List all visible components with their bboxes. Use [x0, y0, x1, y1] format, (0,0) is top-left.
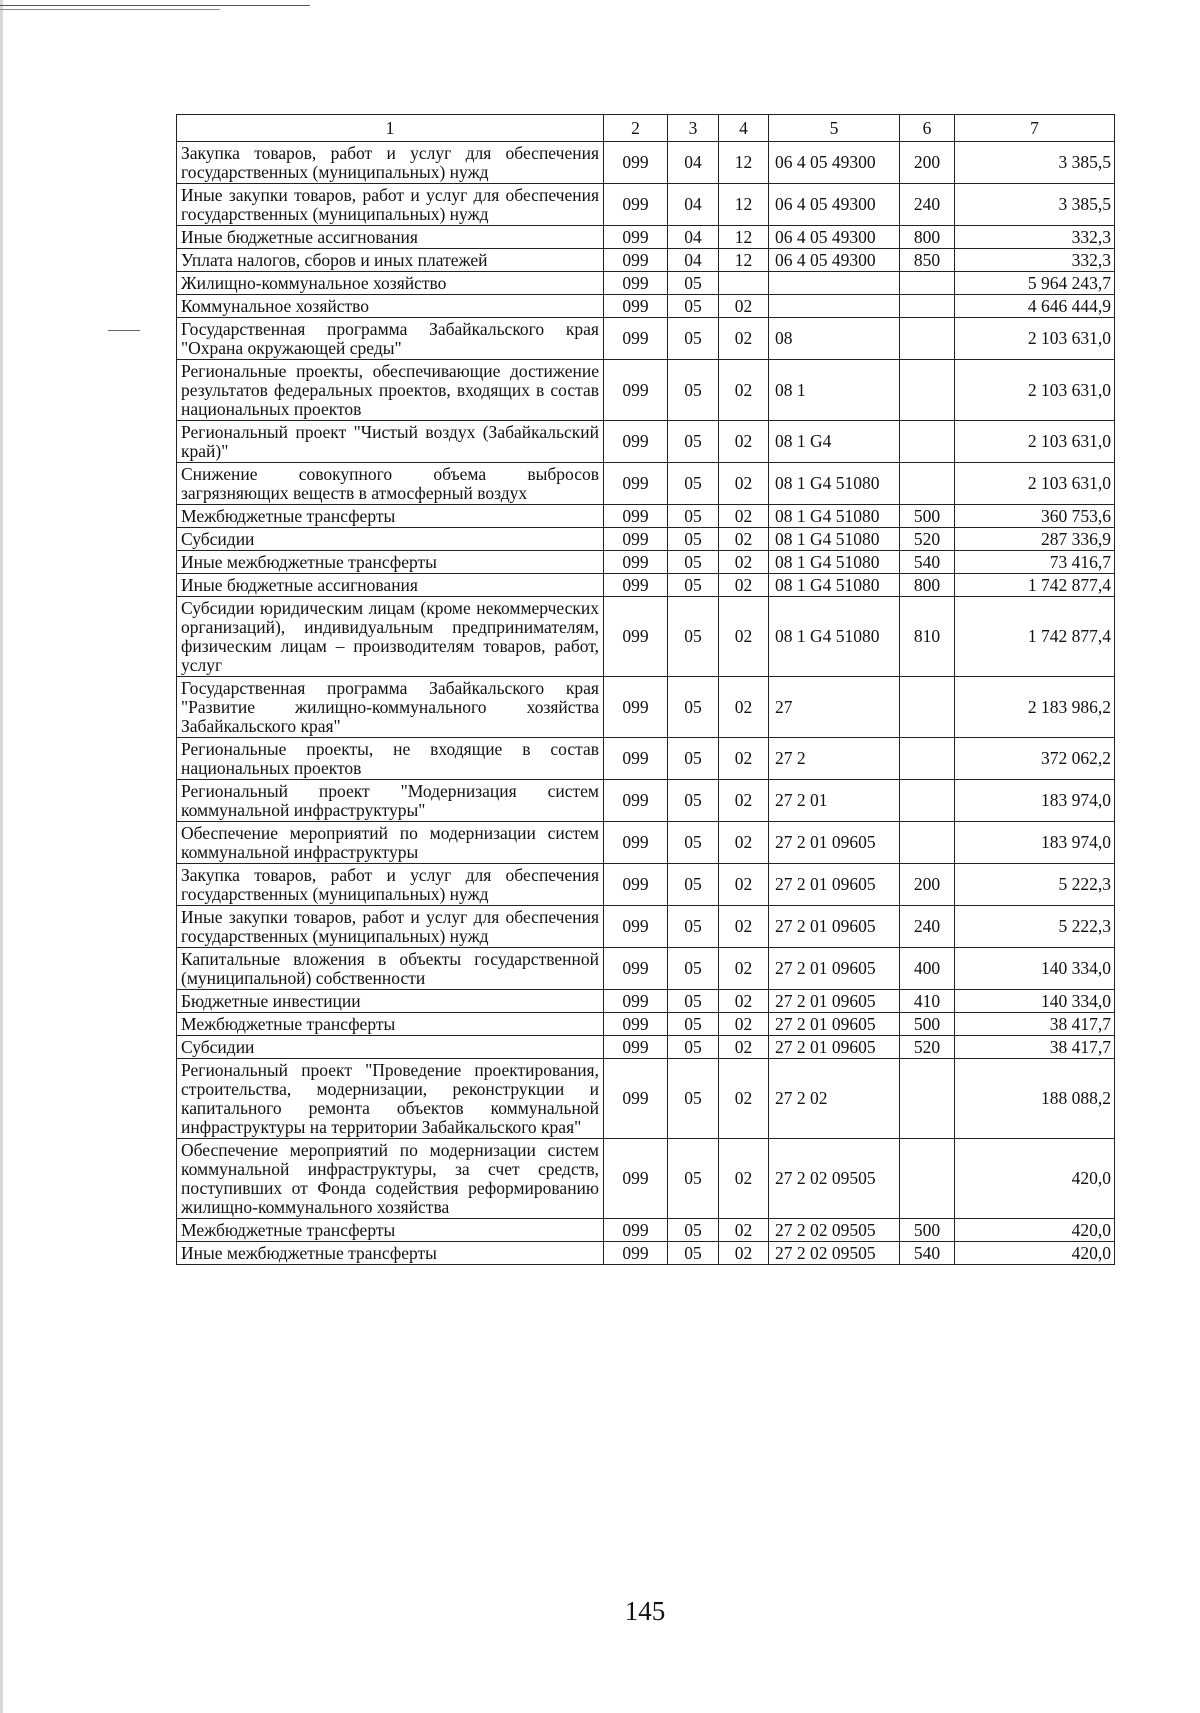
- target-article-cell: 08 1 G4 51080: [769, 463, 900, 505]
- subsection-cell: 02: [719, 463, 769, 505]
- row-name-cell: Субсидии: [177, 1036, 604, 1059]
- expense-type-cell: 810: [900, 597, 955, 677]
- subsection-cell: 02: [719, 822, 769, 864]
- table-row: [177, 1059, 1115, 1139]
- table-row: [177, 906, 1115, 948]
- amount-cell: 2 103 631,0: [955, 360, 1115, 421]
- subsection-cell: 02: [719, 948, 769, 990]
- section-cell: 05: [668, 1242, 719, 1265]
- table-row: [177, 360, 1115, 421]
- target-article-cell: 06 4 05 49300: [769, 184, 900, 226]
- budget-table: [176, 114, 1115, 1265]
- target-article-cell: 08 1: [769, 360, 900, 421]
- row-name-cell: Снижение совокупного объема выбросов загрязняющих веществ в атмосферный воздух: [177, 463, 604, 505]
- amount-cell: 3 385,5: [955, 142, 1115, 184]
- amount-cell: 2 183 986,2: [955, 677, 1115, 738]
- admin-code-cell: 099: [604, 1013, 668, 1036]
- row-name-cell: Иные закупки товаров, работ и услуг для обеспечения государственных (муниципальных) нужд: [177, 906, 604, 948]
- amount-cell: 38 417,7: [955, 1036, 1115, 1059]
- expense-type-cell: 800: [900, 226, 955, 249]
- expense-type-cell: 240: [900, 184, 955, 226]
- admin-code-cell: 099: [604, 295, 668, 318]
- section-cell: 05: [668, 528, 719, 551]
- row-name-cell: Государственная программа Забайкальского края "Развитие жилищно-коммунального хозяйства Забайкальского края": [177, 677, 604, 738]
- admin-code-cell: 099: [604, 864, 668, 906]
- expense-type-cell: [900, 295, 955, 318]
- section-cell: 05: [668, 318, 719, 360]
- subsection-cell: 02: [719, 1219, 769, 1242]
- row-name-cell: Уплата налогов, сборов и иных платежей: [177, 249, 604, 272]
- admin-code-cell: 099: [604, 1059, 668, 1139]
- row-name-cell: Закупка товаров, работ и услуг для обеспечения государственных (муниципальных) нужд: [177, 142, 604, 184]
- table-row: [177, 780, 1115, 822]
- row-name-cell: Субсидии юридическим лицам (кроме некоммерческих организаций), индивидуальным предпринимателям, физическим лицам – производителям товаров, работ, услуг: [177, 597, 604, 677]
- target-article-cell: 08 1 G4 51080: [769, 551, 900, 574]
- row-name-cell: Иные бюджетные ассигнования: [177, 574, 604, 597]
- scan-artifact-mark: [108, 330, 140, 331]
- subsection-cell: 02: [719, 1059, 769, 1139]
- section-cell: 05: [668, 780, 719, 822]
- subsection-cell: [719, 272, 769, 295]
- target-article-cell: 06 4 05 49300: [769, 249, 900, 272]
- expense-type-cell: [900, 677, 955, 738]
- expense-type-cell: [900, 272, 955, 295]
- row-name-cell: Обеспечение мероприятий по модернизации систем коммунальной инфраструктуры, за счет средств, поступивших от Фонда содействия реформированию жилищно-коммунального хозяйства: [177, 1139, 604, 1219]
- admin-code-cell: 099: [604, 1219, 668, 1242]
- expense-type-cell: 400: [900, 948, 955, 990]
- admin-code-cell: 099: [604, 551, 668, 574]
- table-row: [177, 1013, 1115, 1036]
- target-article-cell: 27 2 01 09605: [769, 822, 900, 864]
- target-article-cell: 27 2 01 09605: [769, 1013, 900, 1036]
- admin-code-cell: 099: [604, 990, 668, 1013]
- admin-code-cell: 099: [604, 184, 668, 226]
- expense-type-cell: 850: [900, 249, 955, 272]
- expense-type-cell: 200: [900, 864, 955, 906]
- expense-type-cell: [900, 360, 955, 421]
- section-cell: 05: [668, 677, 719, 738]
- row-name-cell: Жилищно-коммунальное хозяйство: [177, 272, 604, 295]
- table-row: [177, 1139, 1115, 1219]
- table-row: [177, 738, 1115, 780]
- target-article-cell: 08 1 G4 51080: [769, 528, 900, 551]
- admin-code-cell: 099: [604, 272, 668, 295]
- expense-type-cell: [900, 738, 955, 780]
- expense-type-cell: 500: [900, 1013, 955, 1036]
- row-name-cell: Обеспечение мероприятий по модернизации систем коммунальной инфраструктуры: [177, 822, 604, 864]
- subsection-cell: 02: [719, 597, 769, 677]
- subsection-cell: 12: [719, 226, 769, 249]
- amount-cell: 140 334,0: [955, 990, 1115, 1013]
- admin-code-cell: 099: [604, 822, 668, 864]
- header-cell: 3: [668, 115, 719, 142]
- target-article-cell: 27 2: [769, 738, 900, 780]
- row-name-cell: Региональный проект "Модернизация систем коммунальной инфраструктуры": [177, 780, 604, 822]
- table-row: [177, 1242, 1115, 1265]
- amount-cell: 5 222,3: [955, 906, 1115, 948]
- subsection-cell: 02: [719, 528, 769, 551]
- table-row: [177, 990, 1115, 1013]
- table-row: [177, 948, 1115, 990]
- table-header-row: [177, 115, 1115, 142]
- expense-type-cell: 240: [900, 906, 955, 948]
- row-name-cell: Субсидии: [177, 528, 604, 551]
- amount-cell: 332,3: [955, 226, 1115, 249]
- admin-code-cell: 099: [604, 421, 668, 463]
- expense-type-cell: 520: [900, 528, 955, 551]
- header-cell: 7: [955, 115, 1115, 142]
- row-name-cell: Иные закупки товаров, работ и услуг для обеспечения государственных (муниципальных) нужд: [177, 184, 604, 226]
- subsection-cell: 12: [719, 184, 769, 226]
- row-name-cell: Региональный проект "Проведение проектирования, строительства, модернизации, реконструкции и капитального ремонта объектов коммунальной инфраструктуры на территории Забайкальского края": [177, 1059, 604, 1139]
- amount-cell: 420,0: [955, 1242, 1115, 1265]
- row-name-cell: Иные межбюджетные трансферты: [177, 551, 604, 574]
- scan-artifact-line: [0, 5, 310, 6]
- subsection-cell: 12: [719, 249, 769, 272]
- subsection-cell: 02: [719, 421, 769, 463]
- target-article-cell: 27 2 01 09605: [769, 1036, 900, 1059]
- row-name-cell: Региональные проекты, не входящие в состав национальных проектов: [177, 738, 604, 780]
- amount-cell: 2 103 631,0: [955, 463, 1115, 505]
- section-cell: 05: [668, 597, 719, 677]
- section-cell: 05: [668, 272, 719, 295]
- scan-artifact-line: [0, 9, 220, 10]
- expense-type-cell: 520: [900, 1036, 955, 1059]
- subsection-cell: 02: [719, 864, 769, 906]
- amount-cell: 140 334,0: [955, 948, 1115, 990]
- section-cell: 05: [668, 738, 719, 780]
- section-cell: 05: [668, 360, 719, 421]
- amount-cell: 3 385,5: [955, 184, 1115, 226]
- expense-type-cell: 540: [900, 551, 955, 574]
- admin-code-cell: 099: [604, 597, 668, 677]
- expense-type-cell: [900, 780, 955, 822]
- target-article-cell: 27 2 01 09605: [769, 948, 900, 990]
- admin-code-cell: 099: [604, 505, 668, 528]
- expense-type-cell: [900, 1139, 955, 1219]
- admin-code-cell: 099: [604, 1242, 668, 1265]
- target-article-cell: 08 1 G4 51080: [769, 597, 900, 677]
- row-name-cell: Государственная программа Забайкальского края "Охрана окружающей среды": [177, 318, 604, 360]
- admin-code-cell: 099: [604, 249, 668, 272]
- subsection-cell: 02: [719, 551, 769, 574]
- subsection-cell: 02: [719, 906, 769, 948]
- amount-cell: 183 974,0: [955, 780, 1115, 822]
- admin-code-cell: 099: [604, 226, 668, 249]
- row-name-cell: Межбюджетные трансферты: [177, 1013, 604, 1036]
- table-row: [177, 318, 1115, 360]
- target-article-cell: 27: [769, 677, 900, 738]
- subsection-cell: 02: [719, 780, 769, 822]
- header-cell: 6: [900, 115, 955, 142]
- subsection-cell: 02: [719, 1139, 769, 1219]
- target-article-cell: 27 2 02 09505: [769, 1139, 900, 1219]
- header-cell: 4: [719, 115, 769, 142]
- target-article-cell: 27 2 01 09605: [769, 864, 900, 906]
- target-article-cell: [769, 272, 900, 295]
- amount-cell: 420,0: [955, 1139, 1115, 1219]
- section-cell: 05: [668, 822, 719, 864]
- amount-cell: 5 222,3: [955, 864, 1115, 906]
- amount-cell: 4 646 444,9: [955, 295, 1115, 318]
- section-cell: 05: [668, 1059, 719, 1139]
- table-row: [177, 295, 1115, 318]
- section-cell: 05: [668, 906, 719, 948]
- amount-cell: 183 974,0: [955, 822, 1115, 864]
- amount-cell: 38 417,7: [955, 1013, 1115, 1036]
- subsection-cell: 02: [719, 1242, 769, 1265]
- admin-code-cell: 099: [604, 738, 668, 780]
- table-row: [177, 551, 1115, 574]
- section-cell: 04: [668, 142, 719, 184]
- target-article-cell: 08 1 G4: [769, 421, 900, 463]
- admin-code-cell: 099: [604, 1036, 668, 1059]
- target-article-cell: 08 1 G4 51080: [769, 574, 900, 597]
- admin-code-cell: 099: [604, 677, 668, 738]
- subsection-cell: 02: [719, 505, 769, 528]
- expense-type-cell: [900, 1059, 955, 1139]
- row-name-cell: Региональные проекты, обеспечивающие достижение результатов федеральных проектов, входящих в состав национальных проектов: [177, 360, 604, 421]
- row-name-cell: Коммунальное хозяйство: [177, 295, 604, 318]
- table-row: [177, 142, 1115, 184]
- section-cell: 05: [668, 990, 719, 1013]
- expense-type-cell: 800: [900, 574, 955, 597]
- subsection-cell: 02: [719, 574, 769, 597]
- section-cell: 04: [668, 249, 719, 272]
- scan-edge: [0, 0, 3, 1713]
- section-cell: 04: [668, 184, 719, 226]
- expense-type-cell: 500: [900, 1219, 955, 1242]
- table-row: [177, 226, 1115, 249]
- table-row: [177, 184, 1115, 226]
- table-row: [177, 822, 1115, 864]
- expense-type-cell: 540: [900, 1242, 955, 1265]
- amount-cell: 2 103 631,0: [955, 318, 1115, 360]
- admin-code-cell: 099: [604, 780, 668, 822]
- section-cell: 05: [668, 463, 719, 505]
- table-body: [177, 115, 1115, 1265]
- target-article-cell: 27 2 01 09605: [769, 906, 900, 948]
- table-row: [177, 421, 1115, 463]
- page-number: 145: [624, 1596, 666, 1626]
- target-article-cell: 27 2 01 09605: [769, 990, 900, 1013]
- table-row: [177, 677, 1115, 738]
- admin-code-cell: 099: [604, 1139, 668, 1219]
- admin-code-cell: 099: [604, 906, 668, 948]
- subsection-cell: 02: [719, 295, 769, 318]
- admin-code-cell: 099: [604, 142, 668, 184]
- section-cell: 05: [668, 505, 719, 528]
- row-name-cell: Капитальные вложения в объекты государственной (муниципальной) собственности: [177, 948, 604, 990]
- target-article-cell: 06 4 05 49300: [769, 226, 900, 249]
- subsection-cell: 02: [719, 318, 769, 360]
- section-cell: 05: [668, 1219, 719, 1242]
- header-cell: 5: [769, 115, 900, 142]
- target-article-cell: 27 2 01: [769, 780, 900, 822]
- table-row: [177, 1036, 1115, 1059]
- target-article-cell: 06 4 05 49300: [769, 142, 900, 184]
- amount-cell: 73 416,7: [955, 551, 1115, 574]
- table-row: [177, 528, 1115, 551]
- header-cell: 1: [177, 115, 604, 142]
- target-article-cell: 08: [769, 318, 900, 360]
- section-cell: 05: [668, 1139, 719, 1219]
- section-cell: 05: [668, 864, 719, 906]
- section-cell: 05: [668, 574, 719, 597]
- row-name-cell: Межбюджетные трансферты: [177, 1219, 604, 1242]
- subsection-cell: 12: [719, 142, 769, 184]
- section-cell: 05: [668, 948, 719, 990]
- target-article-cell: [769, 295, 900, 318]
- admin-code-cell: 099: [604, 528, 668, 551]
- expense-type-cell: [900, 421, 955, 463]
- section-cell: 05: [668, 551, 719, 574]
- row-name-cell: Закупка товаров, работ и услуг для обеспечения государственных (муниципальных) нужд: [177, 864, 604, 906]
- row-name-cell: Региональный проект "Чистый воздух (Забайкальский край)": [177, 421, 604, 463]
- row-name-cell: Межбюджетные трансферты: [177, 505, 604, 528]
- section-cell: 05: [668, 1036, 719, 1059]
- target-article-cell: 27 2 02 09505: [769, 1219, 900, 1242]
- table-row: [177, 1219, 1115, 1242]
- section-cell: 04: [668, 226, 719, 249]
- target-article-cell: 27 2 02 09505: [769, 1242, 900, 1265]
- table-row: [177, 249, 1115, 272]
- table-row: [177, 597, 1115, 677]
- amount-cell: 1 742 877,4: [955, 597, 1115, 677]
- subsection-cell: 02: [719, 738, 769, 780]
- table-row: [177, 463, 1115, 505]
- amount-cell: 5 964 243,7: [955, 272, 1115, 295]
- expense-type-cell: [900, 822, 955, 864]
- expense-type-cell: 410: [900, 990, 955, 1013]
- subsection-cell: 02: [719, 1036, 769, 1059]
- amount-cell: 360 753,6: [955, 505, 1115, 528]
- amount-cell: 1 742 877,4: [955, 574, 1115, 597]
- amount-cell: 188 088,2: [955, 1059, 1115, 1139]
- expense-type-cell: 500: [900, 505, 955, 528]
- table-row: [177, 574, 1115, 597]
- subsection-cell: 02: [719, 990, 769, 1013]
- amount-cell: 287 336,9: [955, 528, 1115, 551]
- row-name-cell: Иные межбюджетные трансферты: [177, 1242, 604, 1265]
- section-cell: 05: [668, 1013, 719, 1036]
- row-name-cell: Бюджетные инвестиции: [177, 990, 604, 1013]
- table-row: [177, 864, 1115, 906]
- target-article-cell: 08 1 G4 51080: [769, 505, 900, 528]
- admin-code-cell: 099: [604, 318, 668, 360]
- expense-type-cell: [900, 318, 955, 360]
- admin-code-cell: 099: [604, 948, 668, 990]
- target-article-cell: 27 2 02: [769, 1059, 900, 1139]
- expense-type-cell: 200: [900, 142, 955, 184]
- section-cell: 05: [668, 295, 719, 318]
- header-cell: 2: [604, 115, 668, 142]
- amount-cell: 420,0: [955, 1219, 1115, 1242]
- subsection-cell: 02: [719, 360, 769, 421]
- amount-cell: 2 103 631,0: [955, 421, 1115, 463]
- subsection-cell: 02: [719, 677, 769, 738]
- expense-type-cell: [900, 463, 955, 505]
- admin-code-cell: 099: [604, 463, 668, 505]
- row-name-cell: Иные бюджетные ассигнования: [177, 226, 604, 249]
- admin-code-cell: 099: [604, 574, 668, 597]
- table-row: [177, 272, 1115, 295]
- section-cell: 05: [668, 421, 719, 463]
- subsection-cell: 02: [719, 1013, 769, 1036]
- table-row: [177, 505, 1115, 528]
- amount-cell: 332,3: [955, 249, 1115, 272]
- admin-code-cell: 099: [604, 360, 668, 421]
- amount-cell: 372 062,2: [955, 738, 1115, 780]
